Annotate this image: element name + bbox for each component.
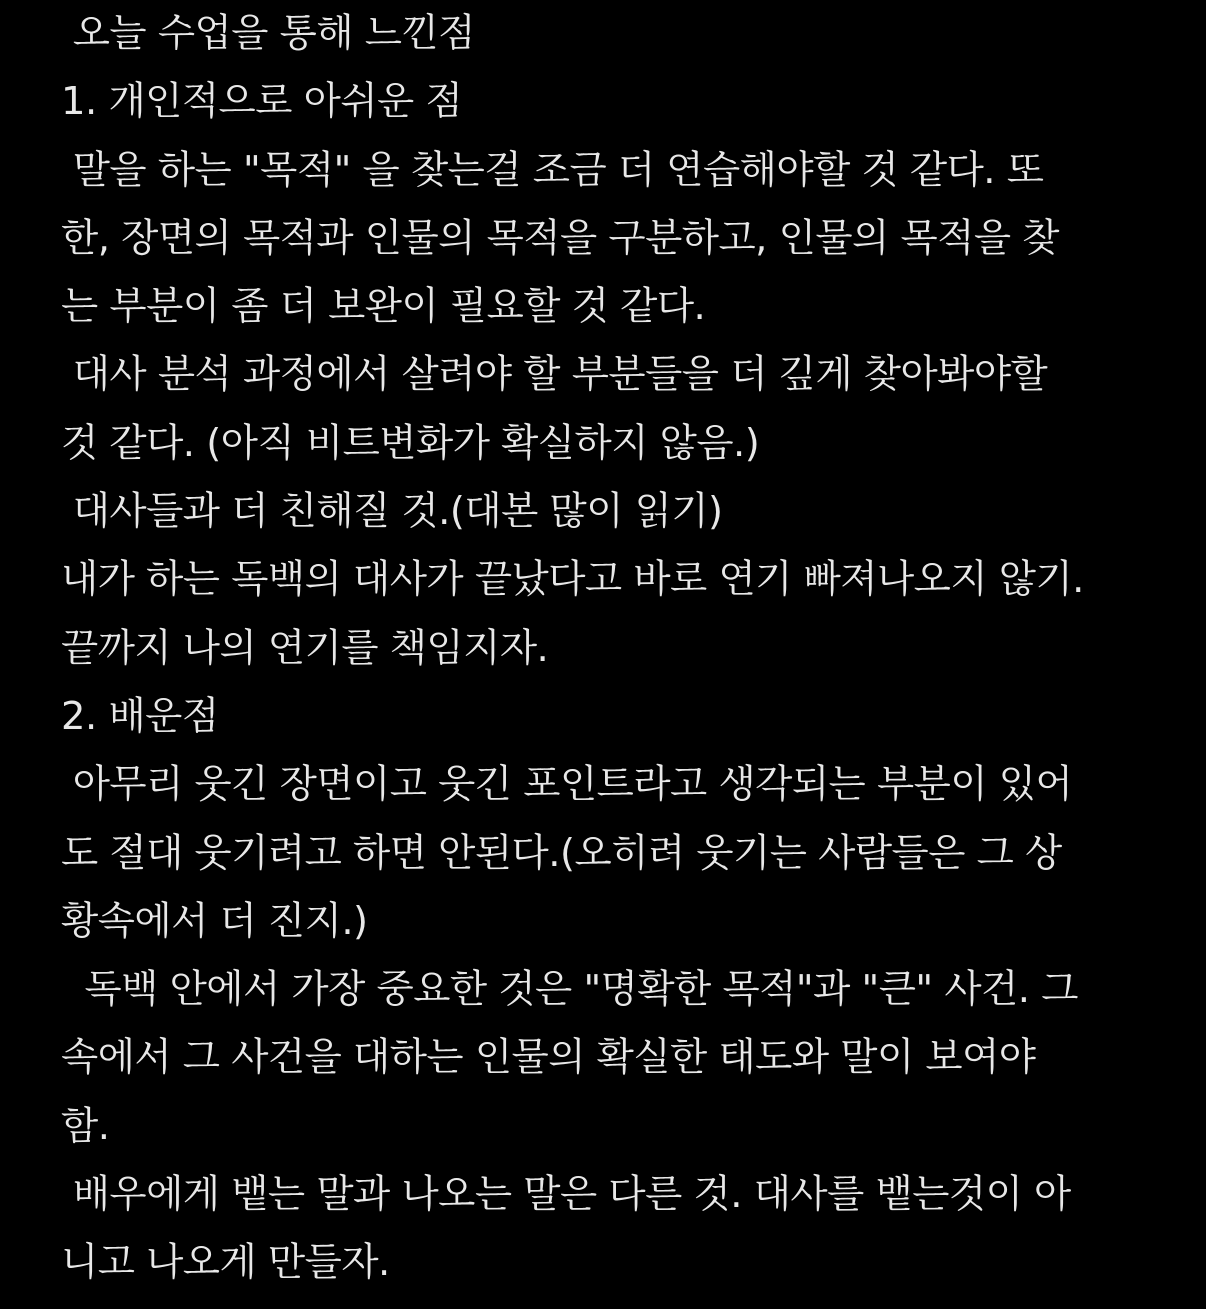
note-line: 니고 나오게 만들자. [61,1240,390,1286]
note-line: 대사 분석 과정에서 살려야 할 부분들을 더 깊게 찾아봐야할 [61,352,1048,398]
note-line: 속에서 그 사건을 대하는 인물의 확실한 태도와 말이 보여야 [61,1035,1036,1081]
note-line: 2. 배운점 [61,693,219,739]
note-line: 도 절대 웃기려고 하면 안된다.(오히려 웃기는 사람들은 그 상 [61,830,1062,876]
note-line: 한, 장면의 목적과 인물의 목적을 구분하고, 인물의 목적을 찾 [61,215,1059,261]
note-line: 대사들과 더 친해질 것.(대본 많이 읽기) [61,489,723,535]
note-line: 독백 안에서 가장 중요한 것은 "명확한 목적"과 "큰" 사건. 그 [61,967,1078,1013]
note-line: 내가 하는 독백의 대사가 끝났다고 바로 연기 빠져나오지 않기. [61,557,1084,603]
note-body [61,0,1181,1298]
note-line: 아무리 웃긴 장면이고 웃긴 포인트라고 생각되는 부분이 있어 [61,762,1073,808]
note-line: 배우에게 뱉는 말과 나오는 말은 다른 것. 대사를 뱉는것이 아 [61,1172,1071,1218]
note-line: 것 같다. (아직 비트변화가 확실하지 않음.) [61,420,760,466]
note-line: 황속에서 더 진지.) [61,898,368,944]
note-line: 오늘 수업을 통해 느낀점 [61,11,475,56]
note-line: 는 부분이 좀 더 보완이 필요할 것 같다. [61,284,706,330]
note-line: 함. [61,1103,110,1149]
note-line: 말을 하는 "목적" 을 찾는걸 조금 더 연습해야할 것 같다. 또 [61,147,1044,193]
note-line: 1. 개인적으로 아쉬운 점 [61,79,463,125]
note-line: 끝까지 나의 연기를 책임지자. [61,625,549,671]
